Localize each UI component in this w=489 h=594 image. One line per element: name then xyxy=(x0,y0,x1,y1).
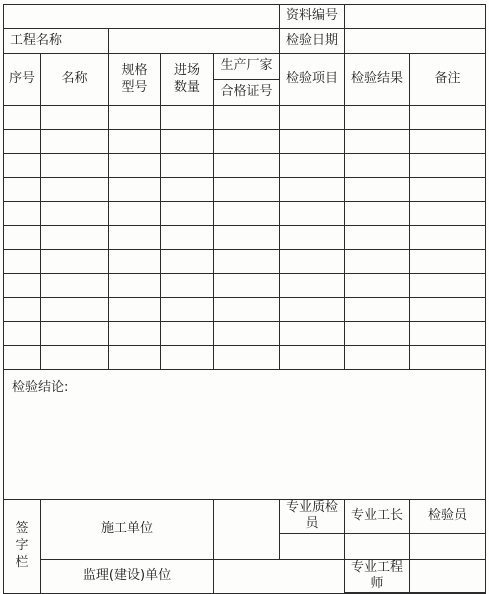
cell-qty[interactable] xyxy=(161,226,214,250)
cell-manufacturer[interactable] xyxy=(214,250,280,274)
doc-number-label: 资料编号 xyxy=(280,5,345,29)
cell-inspection-item[interactable] xyxy=(280,202,345,226)
cell-spec[interactable] xyxy=(109,298,161,322)
table-row xyxy=(4,346,486,370)
cell-inspection-item[interactable] xyxy=(280,322,345,346)
cell-seq[interactable] xyxy=(4,202,41,226)
table-row xyxy=(4,154,486,178)
cell-name[interactable] xyxy=(41,130,109,154)
cell-spec[interactable] xyxy=(109,346,161,370)
conclusion-label: 检验结论: xyxy=(12,380,69,395)
col-qty-line2: 数量 xyxy=(173,79,200,95)
col-certificate: 合格证号 xyxy=(214,80,280,106)
cell-spec[interactable] xyxy=(109,322,161,346)
cell-seq[interactable] xyxy=(4,154,41,178)
supervision-unit-label: 监理(建设)单位 xyxy=(41,559,214,594)
col-qty xyxy=(161,54,214,106)
header-row-doc-number xyxy=(4,5,486,29)
col-manufacturer: 生产厂家 xyxy=(214,54,280,80)
cell-qty[interactable] xyxy=(161,346,214,370)
cell-spec[interactable] xyxy=(109,178,161,202)
cell-inspection-item[interactable] xyxy=(280,178,345,202)
col-qty-line1: 进场 xyxy=(173,62,200,78)
cell-spec[interactable] xyxy=(109,154,161,178)
cell-manufacturer[interactable] xyxy=(214,106,280,130)
signature-char: 字 xyxy=(15,538,29,554)
cell-name[interactable] xyxy=(41,346,109,370)
col-remark: 备注 xyxy=(410,54,486,106)
col-seq: 序号 xyxy=(4,54,41,106)
signature-filler xyxy=(345,593,486,594)
cell-inspection-result[interactable] xyxy=(345,154,410,178)
cell-name[interactable] xyxy=(41,226,109,250)
cell-manufacturer[interactable] xyxy=(214,298,280,322)
cell-seq[interactable] xyxy=(4,106,41,130)
cell-inspection-item[interactable] xyxy=(280,106,345,130)
cell-inspection-result[interactable] xyxy=(345,202,410,226)
foreman-label: 专业工长 xyxy=(345,500,410,534)
cell-qty[interactable] xyxy=(161,130,214,154)
cell-inspection-item[interactable] xyxy=(280,226,345,250)
cell-remark[interactable] xyxy=(410,130,486,154)
col-inspection-item: 检验项目 xyxy=(280,54,345,106)
cell-manufacturer[interactable] xyxy=(214,346,280,370)
cell-seq[interactable] xyxy=(4,226,41,250)
quality-inspector-signature[interactable] xyxy=(280,533,345,559)
cell-name[interactable] xyxy=(41,154,109,178)
cell-remark[interactable] xyxy=(410,154,486,178)
cell-manufacturer[interactable] xyxy=(214,130,280,154)
cell-inspection-result[interactable] xyxy=(345,346,410,370)
cell-manufacturer[interactable] xyxy=(214,178,280,202)
signature-row-titles xyxy=(4,500,486,534)
cell-qty[interactable] xyxy=(161,178,214,202)
cell-inspection-result[interactable] xyxy=(345,226,410,250)
cell-seq[interactable] xyxy=(4,346,41,370)
cell-manufacturer[interactable] xyxy=(214,226,280,250)
cell-inspection-item[interactable] xyxy=(280,346,345,370)
cell-name[interactable] xyxy=(41,202,109,226)
cell-spec[interactable] xyxy=(109,274,161,298)
construction-unit-label: 施工单位 xyxy=(41,500,214,560)
cell-qty[interactable] xyxy=(161,250,214,274)
cell-qty[interactable] xyxy=(161,274,214,298)
cell-remark[interactable] xyxy=(410,274,486,298)
doc-number-value[interactable] xyxy=(345,5,486,29)
inspection-date-label: 检验日期 xyxy=(280,29,345,54)
cell-spec[interactable] xyxy=(109,250,161,274)
cell-remark[interactable] xyxy=(410,298,486,322)
table-row xyxy=(4,274,486,298)
col-spec-line2: 型号 xyxy=(121,79,148,95)
cell-inspection-result[interactable] xyxy=(345,106,410,130)
inspector-label: 检验员 xyxy=(410,500,486,534)
table-row xyxy=(4,298,486,322)
cell-inspection-result[interactable] xyxy=(345,178,410,202)
foreman-signature[interactable] xyxy=(345,533,410,559)
cell-inspection-result[interactable] xyxy=(345,322,410,346)
construction-unit-value[interactable] xyxy=(214,500,280,560)
cell-spec[interactable] xyxy=(109,202,161,226)
cell-inspection-item[interactable] xyxy=(280,250,345,274)
table-row xyxy=(4,106,486,130)
col-spec xyxy=(109,54,161,106)
cell-remark[interactable] xyxy=(410,226,486,250)
cell-remark[interactable] xyxy=(410,250,486,274)
cell-inspection-result[interactable] xyxy=(345,274,410,298)
header-row-project xyxy=(4,29,486,54)
supervision-unit-value[interactable] xyxy=(214,559,345,594)
cell-inspection-result[interactable] xyxy=(345,250,410,274)
cell-seq[interactable] xyxy=(4,250,41,274)
signature-section-label xyxy=(4,500,41,594)
cell-inspection-item[interactable] xyxy=(280,298,345,322)
cell-qty[interactable] xyxy=(161,322,214,346)
header-blank-cell xyxy=(4,5,280,29)
cell-manufacturer[interactable] xyxy=(214,202,280,226)
inspection-table xyxy=(3,4,486,594)
cell-name[interactable] xyxy=(41,250,109,274)
cell-manufacturer[interactable] xyxy=(214,154,280,178)
table-row xyxy=(4,178,486,202)
signature-row-supervision xyxy=(4,559,486,593)
signature-char: 签 xyxy=(15,521,29,537)
cell-seq[interactable] xyxy=(4,322,41,346)
cell-seq[interactable] xyxy=(4,178,41,202)
column-header-row xyxy=(4,54,486,80)
cell-name[interactable] xyxy=(41,178,109,202)
col-spec-line1: 规格 xyxy=(121,62,148,78)
cell-name[interactable] xyxy=(41,322,109,346)
cell-remark[interactable] xyxy=(410,106,486,130)
cell-seq[interactable] xyxy=(4,130,41,154)
cell-remark[interactable] xyxy=(410,202,486,226)
table-row xyxy=(4,226,486,250)
engineer-signature[interactable] xyxy=(410,559,486,593)
col-inspection-result: 检验结果 xyxy=(345,54,410,106)
cell-inspection-result[interactable] xyxy=(345,298,410,322)
table-row xyxy=(4,202,486,226)
cell-inspection-result[interactable] xyxy=(345,130,410,154)
cell-inspection-item[interactable] xyxy=(280,130,345,154)
cell-manufacturer[interactable] xyxy=(214,274,280,298)
signature-char: 栏 xyxy=(15,554,29,570)
table-row xyxy=(4,250,486,274)
cell-manufacturer[interactable] xyxy=(214,322,280,346)
table-row xyxy=(4,322,486,346)
conclusion-row xyxy=(4,370,486,500)
cell-qty[interactable] xyxy=(161,298,214,322)
cell-spec[interactable] xyxy=(109,226,161,250)
cell-inspection-item[interactable] xyxy=(280,274,345,298)
cell-qty[interactable] xyxy=(161,154,214,178)
conclusion-cell[interactable] xyxy=(4,370,486,500)
cell-seq[interactable] xyxy=(4,298,41,322)
cell-qty[interactable] xyxy=(161,106,214,130)
table-row xyxy=(4,130,486,154)
inspector-signature[interactable] xyxy=(410,533,486,559)
cell-name[interactable] xyxy=(41,274,109,298)
cell-seq[interactable] xyxy=(4,274,41,298)
cell-remark[interactable] xyxy=(410,178,486,202)
col-name: 名称 xyxy=(41,54,109,106)
cell-remark[interactable] xyxy=(410,346,486,370)
cell-qty[interactable] xyxy=(161,202,214,226)
cell-inspection-item[interactable] xyxy=(280,154,345,178)
cell-spec[interactable] xyxy=(109,106,161,130)
engineer-label: 专业工程师 xyxy=(345,559,410,593)
cell-spec[interactable] xyxy=(109,130,161,154)
inspection-date-value[interactable] xyxy=(345,29,486,54)
quality-inspector-label: 专业质检员 xyxy=(280,500,345,534)
cell-name[interactable] xyxy=(41,298,109,322)
cell-name[interactable] xyxy=(41,106,109,130)
project-name-label: 工程名称 xyxy=(4,29,109,54)
project-name-value[interactable] xyxy=(109,29,280,54)
cell-remark[interactable] xyxy=(410,322,486,346)
